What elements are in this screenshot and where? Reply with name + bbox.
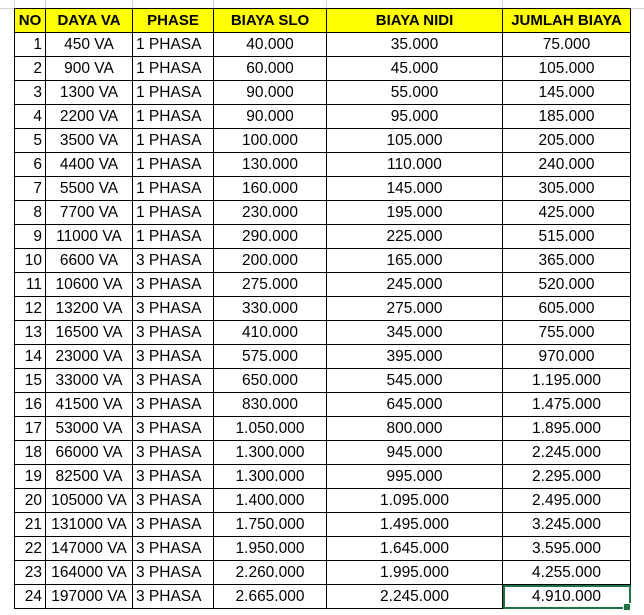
cell-no[interactable]: 21	[15, 513, 46, 537]
cell-jumlah-biaya[interactable]: 3.595.000	[503, 537, 631, 561]
cell-jumlah-biaya[interactable]: 3.245.000	[503, 513, 631, 537]
cell-daya-va[interactable]: 33000 VA	[46, 369, 133, 393]
cell-no[interactable]: 6	[15, 153, 46, 177]
selected-cell[interactable]: 4.910.000	[503, 585, 631, 609]
cell-no[interactable]: 15	[15, 369, 46, 393]
cell-biaya-nidi[interactable]: 105.000	[327, 129, 503, 153]
table-row	[15, 297, 631, 321]
cell-jumlah-biaya[interactable]: 755.000	[503, 321, 631, 345]
cell-daya-va[interactable]: 23000 VA	[46, 345, 133, 369]
gridline	[132, 0, 133, 8]
cell-jumlah-biaya[interactable]: 185.000	[503, 105, 631, 129]
cell-biaya-slo[interactable]: 410.000	[214, 321, 327, 345]
cell-biaya-nidi[interactable]: 395.000	[327, 345, 503, 369]
cell-phase[interactable]: 3 PHASA	[133, 297, 214, 321]
table-row	[15, 225, 631, 249]
table-row	[15, 393, 631, 417]
table-body	[15, 33, 631, 609]
cell-biaya-nidi[interactable]: 1.645.000	[327, 537, 503, 561]
table-row	[15, 81, 631, 105]
cell-biaya-slo[interactable]: 1.050.000	[214, 417, 327, 441]
cell-daya-va[interactable]: 105000 VA	[46, 489, 133, 513]
cell-jumlah-biaya[interactable]: 970.000	[503, 345, 631, 369]
cell-biaya-slo[interactable]: 90.000	[214, 81, 327, 105]
cell-daya-va[interactable]: 900 VA	[46, 57, 133, 81]
cell-no[interactable]: 16	[15, 393, 46, 417]
cell-no[interactable]: 9	[15, 225, 46, 249]
cell-biaya-nidi[interactable]: 45.000	[327, 57, 503, 81]
cell-no[interactable]: 17	[15, 417, 46, 441]
cell-biaya-slo[interactable]: 160.000	[214, 177, 327, 201]
cell-biaya-slo[interactable]: 1.300.000	[214, 465, 327, 489]
table-row	[15, 537, 631, 561]
gridline	[326, 0, 327, 8]
cell-biaya-nidi[interactable]: 35.000	[327, 33, 503, 57]
gridline	[14, 0, 15, 8]
cell-phase[interactable]: 1 PHASA	[133, 33, 214, 57]
cell-jumlah-biaya[interactable]: 365.000	[503, 249, 631, 273]
cell-no[interactable]: 1	[15, 33, 46, 57]
cell-biaya-nidi[interactable]: 345.000	[327, 321, 503, 345]
cell-phase[interactable]: 3 PHASA	[133, 441, 214, 465]
cell-daya-va[interactable]: 1300 VA	[46, 81, 133, 105]
cell-no[interactable]: 8	[15, 201, 46, 225]
gridline	[45, 0, 46, 8]
cell-daya-va[interactable]: 147000 VA	[46, 537, 133, 561]
cell-biaya-nidi[interactable]: 110.000	[327, 153, 503, 177]
cell-jumlah-biaya[interactable]: 2.495.000	[503, 489, 631, 513]
cell-daya-va[interactable]: 10600 VA	[46, 273, 133, 297]
table-row	[15, 201, 631, 225]
cell-phase[interactable]: 3 PHASA	[133, 321, 214, 345]
cell-daya-va[interactable]: 41500 VA	[46, 393, 133, 417]
cell-daya-va[interactable]: 6600 VA	[46, 249, 133, 273]
table-row	[15, 153, 631, 177]
cell-no[interactable]: 19	[15, 465, 46, 489]
cell-no[interactable]: 4	[15, 105, 46, 129]
cell-jumlah-biaya[interactable]: 2.245.000	[503, 441, 631, 465]
cell-no[interactable]: 14	[15, 345, 46, 369]
cell-no[interactable]: 20	[15, 489, 46, 513]
cell-biaya-slo[interactable]: 1.950.000	[214, 537, 327, 561]
cell-jumlah-biaya[interactable]: 1.895.000	[503, 417, 631, 441]
cell-biaya-nidi[interactable]: 545.000	[327, 369, 503, 393]
cell-biaya-slo[interactable]: 230.000	[214, 201, 327, 225]
cell-biaya-slo[interactable]: 200.000	[214, 249, 327, 273]
cell-phase[interactable]: 1 PHASA	[133, 153, 214, 177]
cell-biaya-nidi[interactable]: 275.000	[327, 297, 503, 321]
table-row	[15, 129, 631, 153]
table-row	[15, 417, 631, 441]
cell-daya-va[interactable]: 66000 VA	[46, 441, 133, 465]
header-phase[interactable]: PHASE	[133, 9, 214, 33]
cell-daya-va[interactable]: 16500 VA	[46, 321, 133, 345]
cell-biaya-nidi[interactable]: 800.000	[327, 417, 503, 441]
cell-jumlah-biaya[interactable]: 1.195.000	[503, 369, 631, 393]
cell-no[interactable]: 5	[15, 129, 46, 153]
table-row	[15, 489, 631, 513]
cell-biaya-nidi[interactable]: 1.995.000	[327, 561, 503, 585]
cost-table	[14, 8, 631, 609]
header-row	[15, 9, 631, 33]
cell-jumlah-biaya[interactable]: 145.000	[503, 81, 631, 105]
cell-jumlah-biaya[interactable]: 205.000	[503, 129, 631, 153]
table-row	[15, 441, 631, 465]
cell-daya-va[interactable]: 164000 VA	[46, 561, 133, 585]
cell-biaya-nidi[interactable]: 195.000	[327, 201, 503, 225]
cell-biaya-nidi[interactable]: 1.495.000	[327, 513, 503, 537]
cell-jumlah-biaya[interactable]: 1.475.000	[503, 393, 631, 417]
table-row	[15, 561, 631, 585]
cell-phase[interactable]: 3 PHASA	[133, 513, 214, 537]
cell-biaya-nidi[interactable]: 165.000	[327, 249, 503, 273]
cell-phase[interactable]: 3 PHASA	[133, 537, 214, 561]
cell-biaya-slo[interactable]: 330.000	[214, 297, 327, 321]
table-row	[15, 273, 631, 297]
cell-biaya-nidi[interactable]: 995.000	[327, 465, 503, 489]
header-daya-va[interactable]: DAYA VA	[46, 9, 133, 33]
table-row	[15, 321, 631, 345]
cell-daya-va[interactable]: 131000 VA	[46, 513, 133, 537]
cell-jumlah-biaya[interactable]: 515.000	[503, 225, 631, 249]
cell-phase[interactable]: 3 PHASA	[133, 585, 214, 609]
cell-phase[interactable]: 3 PHASA	[133, 489, 214, 513]
cell-jumlah-biaya[interactable]: 75.000	[503, 33, 631, 57]
cell-no[interactable]: 12	[15, 297, 46, 321]
cell-phase[interactable]: 3 PHASA	[133, 345, 214, 369]
cell-biaya-slo[interactable]: 40.000	[214, 33, 327, 57]
table-row	[15, 57, 631, 81]
cell-phase[interactable]: 3 PHASA	[133, 465, 214, 489]
table-row	[15, 585, 631, 609]
cell-no[interactable]: 24	[15, 585, 46, 609]
cell-no[interactable]: 7	[15, 177, 46, 201]
cell-daya-va[interactable]: 197000 VA	[46, 585, 133, 609]
cell-biaya-slo[interactable]: 60.000	[214, 57, 327, 81]
cell-jumlah-biaya[interactable]: 605.000	[503, 297, 631, 321]
cell-phase[interactable]: 3 PHASA	[133, 561, 214, 585]
cell-phase[interactable]: 3 PHASA	[133, 417, 214, 441]
cell-biaya-nidi[interactable]: 2.245.000	[327, 585, 503, 609]
table-row	[15, 105, 631, 129]
cell-jumlah-biaya[interactable]: 305.000	[503, 177, 631, 201]
cell-biaya-nidi[interactable]: 55.000	[327, 81, 503, 105]
cell-daya-va[interactable]: 4400 VA	[46, 153, 133, 177]
cell-biaya-nidi[interactable]: 1.095.000	[327, 489, 503, 513]
cell-biaya-slo[interactable]: 2.665.000	[214, 585, 327, 609]
cell-jumlah-biaya[interactable]: 520.000	[503, 273, 631, 297]
cell-jumlah-biaya[interactable]: 425.000	[503, 201, 631, 225]
table-row	[15, 345, 631, 369]
table-row	[15, 33, 631, 57]
gridline	[502, 0, 503, 8]
cell-biaya-nidi[interactable]: 245.000	[327, 273, 503, 297]
cell-jumlah-biaya[interactable]: 4.255.000	[503, 561, 631, 585]
cell-daya-va[interactable]: 82500 VA	[46, 465, 133, 489]
table-row	[15, 177, 631, 201]
cell-no[interactable]: 2	[15, 57, 46, 81]
cell-no[interactable]: 3	[15, 81, 46, 105]
cell-daya-va[interactable]: 11000 VA	[46, 225, 133, 249]
cell-biaya-slo[interactable]: 100.000	[214, 129, 327, 153]
cell-phase[interactable]: 1 PHASA	[133, 129, 214, 153]
cell-phase[interactable]: 1 PHASA	[133, 177, 214, 201]
cell-phase[interactable]: 3 PHASA	[133, 393, 214, 417]
cell-biaya-nidi[interactable]: 645.000	[327, 393, 503, 417]
cell-biaya-slo[interactable]: 290.000	[214, 225, 327, 249]
cell-no[interactable]: 10	[15, 249, 46, 273]
cell-biaya-slo[interactable]: 130.000	[214, 153, 327, 177]
cell-daya-va[interactable]: 13200 VA	[46, 297, 133, 321]
cell-jumlah-biaya[interactable]: 2.295.000	[503, 465, 631, 489]
cell-biaya-slo[interactable]: 2.260.000	[214, 561, 327, 585]
cell-phase[interactable]: 3 PHASA	[133, 273, 214, 297]
cell-jumlah-biaya[interactable]: 240.000	[503, 153, 631, 177]
cell-no[interactable]: 11	[15, 273, 46, 297]
cell-biaya-nidi[interactable]: 145.000	[327, 177, 503, 201]
cell-biaya-slo[interactable]: 275.000	[214, 273, 327, 297]
cell-phase[interactable]: 1 PHASA	[133, 201, 214, 225]
cell-biaya-nidi[interactable]: 945.000	[327, 441, 503, 465]
cell-daya-va[interactable]: 450 VA	[46, 33, 133, 57]
table-row	[15, 249, 631, 273]
cell-daya-va[interactable]: 53000 VA	[46, 417, 133, 441]
cell-biaya-slo[interactable]: 575.000	[214, 345, 327, 369]
table-row	[15, 465, 631, 489]
table-row	[15, 369, 631, 393]
cell-phase[interactable]: 1 PHASA	[133, 105, 214, 129]
cell-no[interactable]: 18	[15, 441, 46, 465]
cell-daya-va[interactable]: 7700 VA	[46, 201, 133, 225]
cell-jumlah-biaya[interactable]: 105.000	[503, 57, 631, 81]
cell-phase[interactable]: 1 PHASA	[133, 225, 214, 249]
cell-no[interactable]: 22	[15, 537, 46, 561]
cell-daya-va[interactable]: 5500 VA	[46, 177, 133, 201]
cell-phase[interactable]: 3 PHASA	[133, 369, 214, 393]
cell-no[interactable]: 23	[15, 561, 46, 585]
cell-biaya-slo[interactable]: 90.000	[214, 105, 327, 129]
header-biaya-slo[interactable]: BIAYA SLO	[214, 9, 327, 33]
cell-biaya-slo[interactable]: 830.000	[214, 393, 327, 417]
cell-phase[interactable]: 1 PHASA	[133, 57, 214, 81]
cell-biaya-nidi[interactable]: 95.000	[327, 105, 503, 129]
cell-biaya-slo[interactable]: 650.000	[214, 369, 327, 393]
fill-handle[interactable]	[623, 603, 631, 611]
cell-biaya-nidi[interactable]: 225.000	[327, 225, 503, 249]
gridline	[213, 0, 214, 8]
cell-phase[interactable]: 1 PHASA	[133, 81, 214, 105]
cell-no[interactable]: 13	[15, 321, 46, 345]
table-row	[15, 513, 631, 537]
cell-biaya-slo[interactable]: 1.750.000	[214, 513, 327, 537]
header-biaya-nidi[interactable]: BIAYA NIDI	[327, 9, 503, 33]
cell-daya-va[interactable]: 2200 VA	[46, 105, 133, 129]
cell-biaya-slo[interactable]: 1.400.000	[214, 489, 327, 513]
cell-phase[interactable]: 3 PHASA	[133, 249, 214, 273]
header-jumlah-biaya[interactable]: JUMLAH BIAYA	[503, 9, 631, 33]
cell-daya-va[interactable]: 3500 VA	[46, 129, 133, 153]
header-no[interactable]: NO	[15, 9, 46, 33]
cell-biaya-slo[interactable]: 1.300.000	[214, 441, 327, 465]
